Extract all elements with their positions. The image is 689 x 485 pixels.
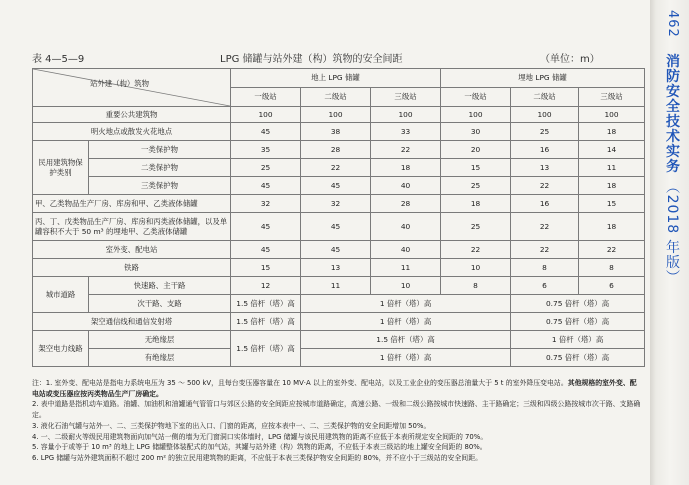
cell: 25 [441, 213, 511, 241]
col-header: 二级站 [301, 88, 371, 107]
cell: 1.5 倍杆（塔）高 [301, 331, 511, 349]
cell: 33 [371, 123, 441, 141]
col-header: 一级站 [441, 88, 511, 107]
cell: 6 [579, 277, 645, 295]
cell: 18 [579, 123, 645, 141]
safety-distance-table [32, 68, 645, 367]
cell: 18 [441, 195, 511, 213]
group-above-ground: 地上 LPG 储罐 [231, 69, 441, 88]
cell: 15 [579, 195, 645, 213]
cell: 25 [511, 123, 579, 141]
cell: 18 [371, 159, 441, 177]
cell: 15 [441, 159, 511, 177]
table-title: LPG 储罐与站外建（构）筑物的安全间距 [220, 54, 403, 65]
cell: 100 [441, 107, 511, 123]
cell: 1 倍杆（塔）高 [511, 331, 645, 349]
cell: 100 [511, 107, 579, 123]
table-number: 表 4—5—9 [32, 54, 85, 65]
cell: 1.5 倍杆（塔）高 [231, 313, 301, 331]
cell: 22 [301, 159, 371, 177]
cell: 11 [371, 259, 441, 277]
row-label: 铁路 [33, 259, 231, 277]
cell: 1 倍杆（塔）高 [301, 349, 511, 367]
cell: 35 [231, 141, 301, 159]
note-2: 2. 表中道路是指机动车道路。油罐、加油机和油罐通气管管口与郊区公路的安全间距应按城市道路确定，高速公路、一级和二级公路按城市快速路、主干路确定；三级和四级公路按城市次干路、支路确定。 [32, 400, 641, 420]
cell: 18 [579, 177, 645, 195]
row-group-label: 民用建筑物保护类别 [33, 141, 89, 195]
cell: 40 [371, 241, 441, 259]
table-row [33, 313, 645, 331]
table-row [33, 159, 645, 177]
cell: 8 [441, 277, 511, 295]
header-row-1 [33, 69, 645, 88]
cell: 45 [231, 177, 301, 195]
cell: 45 [301, 177, 371, 195]
row-sublabel: 次干路、支路 [89, 295, 231, 313]
table-row [33, 259, 645, 277]
row-label: 甲、乙类物品生产厂房、库房和甲、乙类液体储罐 [33, 195, 231, 213]
note-1-tail: 其他规格的室外变、配电站或变压器应按丙类物品生产厂房确定。 [32, 379, 637, 398]
cell: 1.5 倍杆（塔）高 [231, 295, 301, 313]
corner-label: 站外建（构）筑物 [89, 78, 150, 88]
row-sublabel: 一类保护物 [89, 141, 231, 159]
cell: 22 [441, 241, 511, 259]
col-header: 一级站 [231, 88, 301, 107]
table-row [33, 177, 645, 195]
row-label: 丙、丁、戊类物品生产厂房、库房和丙类液体储罐，以及单罐容积不大于 50 m³ 的埋地甲、乙类液体储罐 [33, 213, 231, 241]
cell: 16 [511, 195, 579, 213]
table-row [33, 107, 645, 123]
table-row [33, 195, 645, 213]
cell: 10 [441, 259, 511, 277]
cell: 45 [231, 123, 301, 141]
cell: 10 [371, 277, 441, 295]
running-header [662, 10, 682, 285]
cell: 40 [371, 213, 441, 241]
cell: 100 [371, 107, 441, 123]
cell: 6 [511, 277, 579, 295]
cell: 100 [231, 107, 301, 123]
cell: 11 [579, 159, 645, 177]
table-row [33, 141, 645, 159]
cell: 22 [511, 213, 579, 241]
col-header: 三级站 [371, 88, 441, 107]
table-row [33, 277, 645, 295]
cell: 22 [511, 241, 579, 259]
cell: 14 [579, 141, 645, 159]
cell: 11 [301, 277, 371, 295]
row-group-label: 城市道路 [33, 277, 89, 313]
cell: 32 [301, 195, 371, 213]
row-label: 室外变、配电站 [33, 241, 231, 259]
cell: 15 [231, 259, 301, 277]
cell: 28 [301, 141, 371, 159]
page-number: 462 [665, 10, 680, 38]
table-row [33, 123, 645, 141]
col-header: 三级站 [579, 88, 645, 107]
cell: 8 [511, 259, 579, 277]
cell: 25 [231, 159, 301, 177]
cell: 45 [301, 241, 371, 259]
corner-header [33, 69, 231, 107]
cell: 40 [371, 177, 441, 195]
note-5: 5. 容量小于或等于 10 m³ 的地上 LPG 储罐整体装配式的加气站，其罐与站外建（构）筑物的距离，不应低于本表三级站的地上罐安全间距的 80%。 [32, 443, 487, 452]
cell: 45 [301, 213, 371, 241]
note-4: 4. 一、二级耐火等级民用建筑物面向加气站一侧的墙为无门窗洞口实体墙时，LPG 储罐与该民用建筑物的距离不应低于本表所规定安全间距的 70%。 [32, 432, 488, 441]
row-label: 明火地点或散发火花地点 [33, 123, 231, 141]
cell: 13 [511, 159, 579, 177]
cell: 45 [231, 213, 301, 241]
cell: 8 [579, 259, 645, 277]
cell: 38 [301, 123, 371, 141]
row-group-label: 架空电力线路 [33, 331, 89, 367]
cell: 13 [301, 259, 371, 277]
row-sublabel: 快速路、主干路 [89, 277, 231, 295]
cell: 1 倍杆（塔）高 [301, 313, 511, 331]
note-6: 6. LPG 储罐与站外建筑面积不超过 200 m² 的独立民用建筑物的距离，不应低于本表三类保护物安全间距的 80%，并不应小于三级站的安全间距。 [32, 453, 482, 462]
row-sublabel: 三类保护物 [89, 177, 231, 195]
cell: 22 [511, 177, 579, 195]
table-unit: （单位：m） [540, 54, 600, 65]
cell: 20 [441, 141, 511, 159]
cell: 30 [441, 123, 511, 141]
cell: 25 [441, 177, 511, 195]
cell: 100 [579, 107, 645, 123]
cell: 1 倍杆（塔）高 [301, 295, 511, 313]
table-notes [32, 378, 642, 464]
cell: 16 [511, 141, 579, 159]
cell: 22 [371, 141, 441, 159]
cell: 28 [371, 195, 441, 213]
group-buried: 埋地 LPG 储罐 [441, 69, 645, 88]
cell: 32 [231, 195, 301, 213]
row-label: 重要公共建筑物 [33, 107, 231, 123]
table-row [33, 241, 645, 259]
table-row [33, 213, 645, 241]
cell: 22 [579, 241, 645, 259]
table-row [33, 331, 645, 349]
cell: 1.5 倍杆（塔）高 [231, 331, 301, 367]
note-3: 3. 液化石油气罐与站外一、二、三类保护物地下室的出入口、门窗的距离，应按本表中一、二、三类保护物的安全间距增加 50%。 [32, 421, 431, 430]
row-sublabel: 二类保护物 [89, 159, 231, 177]
cell: 0.75 倍杆（塔）高 [511, 349, 645, 367]
cell: 0.75 倍杆（塔）高 [511, 295, 645, 313]
cell: 100 [301, 107, 371, 123]
col-header: 二级站 [511, 88, 579, 107]
row-label: 架空通信线和通信发射塔 [33, 313, 231, 331]
table-row [33, 295, 645, 313]
row-sublabel: 无绝缘层 [89, 331, 231, 349]
book-title: 消防安全技术实务 [664, 53, 680, 174]
cell: 12 [231, 277, 301, 295]
row-sublabel: 有绝缘层 [89, 349, 231, 367]
cell: 0.75 倍杆（塔）高 [511, 313, 645, 331]
cell: 45 [231, 241, 301, 259]
table-row [33, 349, 645, 367]
note-1 [32, 378, 642, 399]
cell: 18 [579, 213, 645, 241]
book-year: （2018 年版） [664, 179, 680, 285]
note-1-lead: 注：1. 室外变、配电站是指电力系统电压为 35 ～ 500 kV，且每台变压器容量在 10 MV·A 以上的室外变、配电站，以及工业企业的变压器总油量大于 5 t 的室外降压变电站。 [32, 379, 568, 387]
